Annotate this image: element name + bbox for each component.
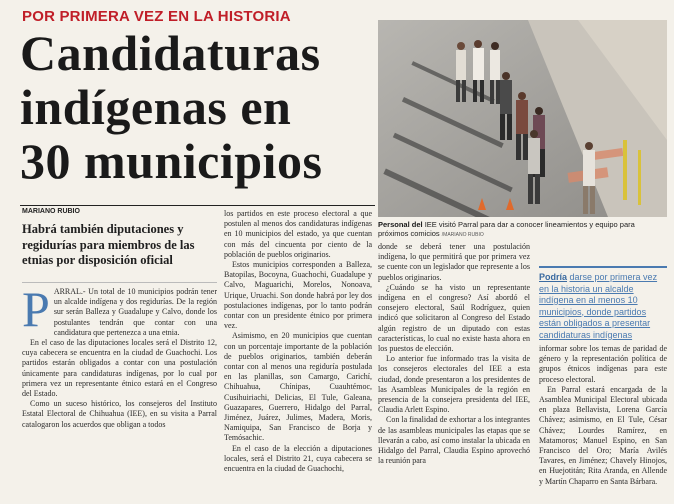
paragraph: Lo anterior fue informado tras la visita de los consejeros electorales del IEE a esta ciudad, donde presentaron a los presidentes de las Asambleas Municipales de la región en presencia de la consejera presidenta del IEE, Claudia Arlett Espino. bbox=[378, 354, 530, 415]
headline-line-1: Candidaturas bbox=[20, 25, 321, 81]
paragraph: Con la finalidad de exhortar a los integrantes de las asambleas municipales las etapas que se llevarán a cabo, así como instalar la ubicada en Hidalgo del Parral, Claudia Espino aprovechó la reunión para bbox=[378, 415, 530, 466]
pull-quote-text: darse por primera vez en la historia un alcalde indígena en al menos 10 municipios, donde partidos están obligados a presentar candidaturas indígenas bbox=[539, 272, 658, 340]
headline-line-2: indígenas en bbox=[20, 79, 292, 135]
paragraph: Asimismo, en 20 municipios que cuentan con un porcentaje importante de la población de pueblos originarios, también deberán contar con al menos una regiduría postulada en las planillas, son Camargo, Carichí, Chihuahua, Chínipas, Cuauhtémoc, Cusihuiriachi, Delicias, El Tule, Galeana, Guazapares, Guerrero, Hidalgo del Parral, Jiménez, Juárez, Julimes, Madera, Moris, Namiquipa, San Francisco de Borja y Temósachic. bbox=[224, 331, 372, 443]
article-column-1 bbox=[22, 287, 217, 502]
caption-text: IEE visitó Parral para dar a conocer lineamientos y equipo para próximos comicios bbox=[378, 220, 635, 238]
caption-lead: Personal del bbox=[378, 220, 423, 229]
article-column-4 bbox=[539, 344, 667, 502]
paragraph: donde se deberá tener una postulación indígena, lo que permitirá que por primera vez se cuente con un legislador que represente a los pueblos originarios. bbox=[378, 242, 530, 282]
news-photo bbox=[378, 20, 667, 217]
subhead-divider bbox=[22, 282, 217, 283]
byline: MARIANO RUBIO bbox=[22, 208, 80, 215]
kicker: POR PRIMERA VEZ EN LA HISTORIA bbox=[22, 8, 291, 25]
article-column-2 bbox=[224, 209, 372, 502]
paragraph: En el caso de las diputaciones locales será el Distrito 12, cuya cabecera se encuentra en la ciudad de Guachochi. Los partidos estarán obligados a contar con una postulación únicamente para candidaturas indígenas, por lo cual por primera vez un representante étnico estará en el Congreso del Estado. bbox=[22, 338, 217, 399]
paragraph: los partidos en este proceso electoral a que postulen al menos dos candidaturas indígenas en 10 municipios del estado, ya que cuentan con más del cincuenta por ciento de la población de pueblos originarios. bbox=[224, 209, 372, 259]
photo-credit: /MARIANO RUBIO bbox=[441, 232, 484, 238]
paragraph: Como un suceso histórico, los consejeros del Instituto Estatal Electoral de Chihuahua (IEE), en su visita a Parral catalogaron los acuerdos que obligan a todos bbox=[22, 399, 217, 429]
drop-cap: P bbox=[22, 287, 50, 337]
paragraph: informar sobre los temas de paridad de género y la representación política de grupos étnicos indígenas para este proceso electoral. bbox=[539, 344, 667, 384]
paragraph: Estos municipios corresponden a Balleza, Batopilas, Bocoyna, Guachochi, Guadalupe y Calvo, Maguarichi, Morelos, Nonoava, Urique, Uruachi. Son donde habrá por ley dos postulaciones indígenas, por lo tanto podrán contar con un presidente étnico por primera vez. bbox=[224, 260, 372, 331]
headline-line-3: 30 municipios bbox=[20, 133, 323, 189]
divider bbox=[20, 205, 375, 206]
photo-caption bbox=[378, 220, 667, 240]
paragraph: En Parral estará encargada de la Asamblea Municipal Electoral ubicada en plaza Bellavista, Lorena García Chávez; asimismo, en El Tule, César Chávez; Lourdes Ramírez, en Matamoros; Manuel Espino, en San Francisco del Oro; María Avilés Tavares, en Jiménez; Chavely Hinojos, en Huejotitán; Rita Aranda, en Allende y Martín Chaparro en Santa Bárbara. bbox=[539, 384, 667, 486]
pull-quote-lead: Podría bbox=[539, 272, 568, 282]
pull-quote bbox=[539, 266, 667, 341]
photo-illustration bbox=[378, 20, 667, 217]
paragraph: PARRAL.- Un total de 10 municipios podrán tener un alcalde indígena y dos regidurías. De la región sur serán Balleza y Guadalupe y Calvo, donde los postulantes tendrán que contar con una candidatura que pertenezca a una etnia. bbox=[22, 287, 217, 337]
subhead: Habrá también diputaciones y regidurías para miembros de las etnias por disposición oficial bbox=[22, 222, 195, 267]
paragraph: En el caso de la elección a diputaciones locales, será el Distrito 21, cuya cabecera se encuentra en la ciudad de Guachochi, bbox=[224, 443, 372, 474]
headline bbox=[20, 26, 375, 188]
article-column-3 bbox=[378, 242, 530, 502]
paragraph: ¿Cuándo se ha visto un representante indígena en el congreso? Así abordó el consejero electoral, Saúl Rodríguez, quien indicó que solicitaron al Congreso del Estado algún registro de un diputado con estas características, lo cual no existe hasta ahora en los puestos de elección. bbox=[378, 282, 530, 354]
